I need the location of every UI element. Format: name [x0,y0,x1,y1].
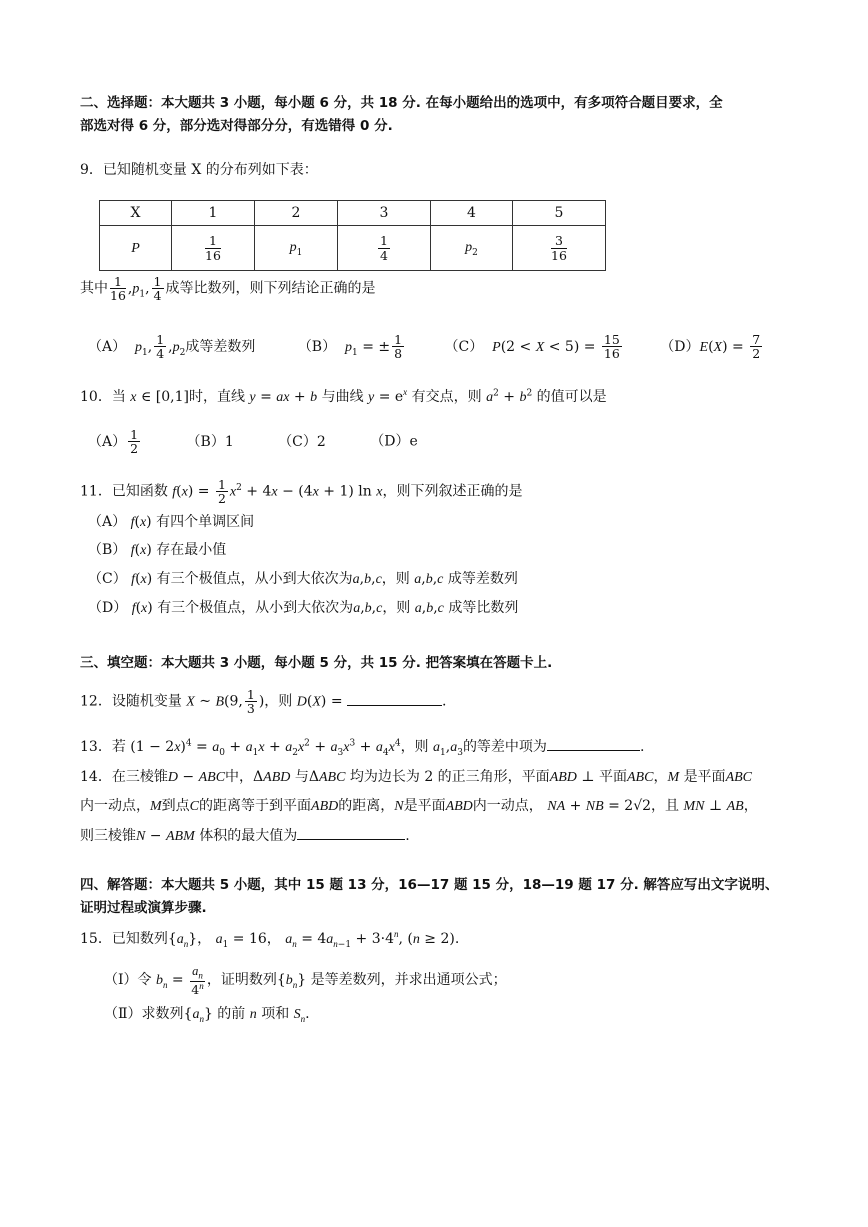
q14-line1: 14．在三棱锥D − ABC中，ΔABD 与ΔABC 均为边长为 2 的正三角形，平面ABD ⊥ 平面ABC，M 是平面ABC [80,769,753,785]
q14-line3: 则三棱锥N − ABM 体积的最大值为 . [80,828,410,844]
q9-condition: 其中 $\frac{1}{16}$ $,p_1$, $\frac{1}{4}$ 成等比数列，则下列结论正确的是 [80,274,376,304]
section4-title-line1: 四、解答题：本大题共 5 小题，其中 15 题 13 分，16—17 题 15 分，18—19 题 17 分. 解答应写出文字说明、 [80,877,779,893]
q9-stem: 9．已知随机变量 X 的分布列如下表： [80,162,318,178]
q9-options [88,333,792,360]
q10-stem: 10．当 x ∈ [0,1]时，直线 y = ax + b 与曲线 $y = e^x$ 有交点，则 $a^2 + b^2$ 的值可以是 [80,387,607,405]
q10-options [88,428,418,455]
q11-option-a: （A） f(x) 有四个单调区间 [88,514,255,530]
q10-option-c: （C）2 [278,433,326,450]
q9-option-d: （D）E(X) = $\frac{7}{2}$ [660,332,761,362]
table-cell: 3 [338,201,431,226]
q11-option-c: （C） f(x) 有三个极值点，从小到大依次为a,b,c，则 a,b,c 成等差数列 [88,571,518,587]
q9-condition-suffix: 成等比数列，则下列结论正确的是 [165,280,376,297]
q12-stem: 12．设随机变量 X ~ B(9, $\frac{1}{3}$ )，则 D(X) = . [80,687,447,717]
q15-part2: （Ⅱ）求数列$\{a_n\}$ 的前 n 项和 $S_n$. [104,1006,310,1024]
table-cell: $p_1$ [255,226,338,271]
q13-stem: 13．若 $(1 - 2x)^4 = a_0 + a_1x + a_2x^2 + a_3x^3 + a_4x^4$，则 $a_1,a_3$的等差中项为 . [80,738,645,758]
section4-title-line2: 证明过程或演算步骤. [80,900,207,916]
table-cell: 2 [255,201,338,226]
q15-stem: 15．已知数列$\{a_n\}$， $a_1 = 16$， $a_n = 4a_{n-1} + 3\cdot 4^n$, (n ≥ 2). [80,929,460,950]
table-row [100,226,606,271]
table-cell: X [100,201,172,226]
q9-option-b: （B） $p_1$ = ± $\frac{1}{8}$ [297,332,403,362]
q11-option-d: （D） f(x) 有三个极值点，从小到大依次为a,b,c，则 a,b,c 成等比数列 [88,600,519,616]
section2-title-line1: 二、选择题：本大题共 3 小题，每小题 6 分，共 18 分. 在每小题给出的选项中，有多项符合题目要求，全 [80,95,723,111]
table-cell: $\frac{3}{16}$ [513,226,606,271]
table-header-row [100,201,606,226]
q9-option-a: （A） $p_1$, $\frac{1}{4}$ $,p_2$成等差数列 [88,332,256,362]
table-cell: 1 [172,201,255,226]
table-cell: $p_2$ [431,226,513,271]
table-cell: $\frac{1}{4}$ [338,226,431,271]
table-cell: $\frac{1}{16}$ [172,226,255,271]
q13-answer-blank[interactable] [547,750,640,751]
q11-stem: 11．已知函数 f(x) = $\frac{1}{2}$ $x^2 + 4x - (4x + 1)$ ln x，则下列叙述正确的是 [80,477,523,507]
q9-option-c: （C） P(2 < X < 5) = $\frac{15}{16}$ [444,332,620,362]
section2-title-line2: 部选对得 6 分，部分选对得部分分，有选错得 0 分. [80,118,393,134]
q12-answer-blank[interactable] [347,705,442,706]
distribution-table [99,200,606,271]
q10-option-d: （D）e [370,433,418,450]
q14-line2: 内一动点，M到点C的距离等于到平面ABD的距离，N是平面ABD内一动点， NA + NB = 2√2，且 MN ⊥ AB， [80,798,758,814]
q10-option-a: （A） $\frac{1}{2}$ [88,427,139,457]
section3-title: 三、填空题：本大题共 3 小题，每小题 5 分，共 15 分. 把答案填在答题卡上. [80,655,553,671]
q9-condition-prefix: 其中 [80,280,108,297]
q11-option-b: （B） f(x) 存在最小值 [88,542,227,558]
table-cell: P [100,226,172,271]
q10-option-b: （B）1 [186,433,234,450]
q14-answer-blank[interactable] [297,839,405,840]
table-cell: 4 [431,201,513,226]
q15-part1: （Ⅰ）令 $b_n$ = $\frac{a_n}{4^n}$ ，证明数列$\{b_n\}$ 是等差数列，并求出通项公式； [104,964,507,998]
table-cell: 5 [513,201,606,226]
